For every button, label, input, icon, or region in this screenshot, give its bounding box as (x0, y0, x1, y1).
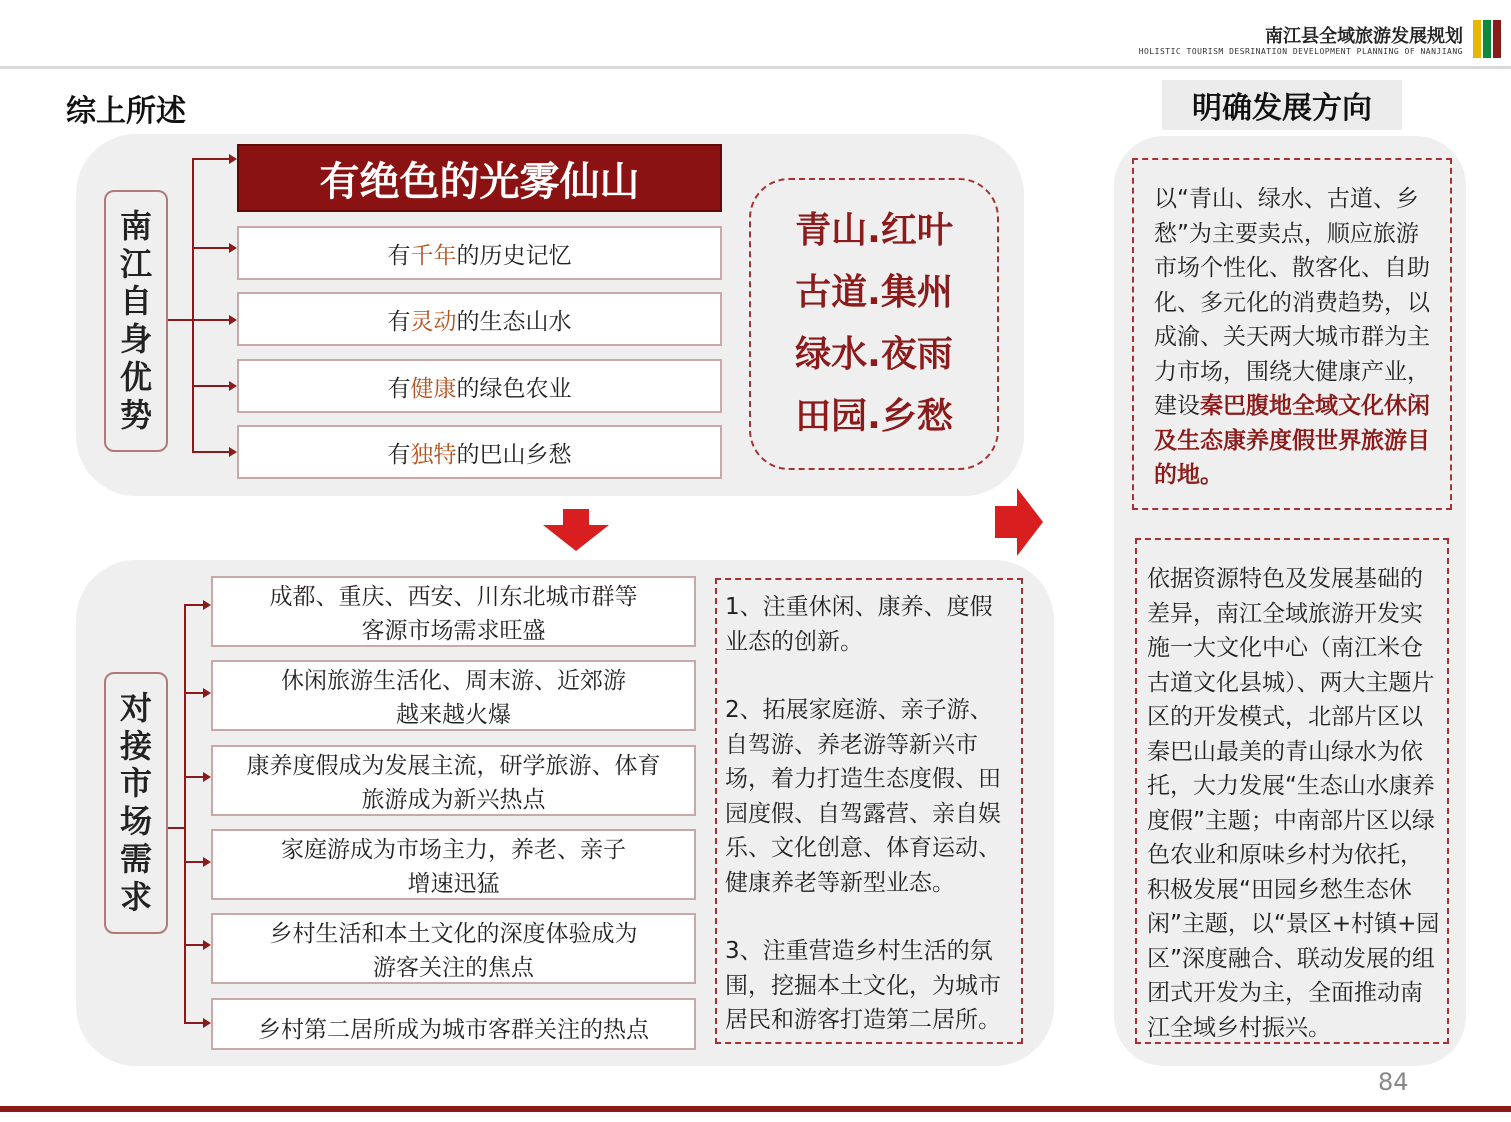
direction-box-layout (1135, 538, 1449, 1044)
advantage-item-pre: 有 (387, 308, 411, 335)
advantage-item-box (237, 425, 722, 479)
arrow-icon (229, 315, 237, 325)
header-bar-green (1483, 20, 1491, 58)
market-item-box (211, 913, 696, 984)
tag-line: 田园.乡愁 (795, 396, 953, 437)
market-item-line: 乡村第二居所成为城市客群关注的热点 (258, 1016, 649, 1043)
market-label-char: 需 (119, 839, 152, 878)
footer-rule (0, 1106, 1511, 1112)
market-item-line: 旅游成为新兴热点 (361, 786, 546, 813)
market-label (104, 672, 168, 934)
advantage-item-box (237, 359, 722, 413)
advantages-connector-stem (168, 319, 193, 321)
advantage-item-box (237, 292, 722, 346)
tag-line: 青山.红叶 (795, 210, 953, 251)
advantage-item-highlight: 健康 (410, 375, 457, 402)
advantages-connector-trunk (192, 158, 194, 452)
advantage-item-highlight: 独特 (410, 441, 457, 468)
right-arrow-icon (995, 488, 1043, 556)
market-label-char: 接 (119, 726, 152, 765)
header-bar-red (1493, 20, 1501, 58)
market-item-line: 成都、重庆、西安、川东北城市群等 (269, 583, 638, 610)
market-connector-branch (184, 861, 204, 863)
direction-box-positioning (1132, 158, 1452, 510)
down-arrow-icon (543, 509, 609, 551)
market-connector-branch (184, 604, 204, 606)
arrow-icon (203, 940, 211, 950)
advantage-item-highlight: 灵动 (410, 308, 457, 335)
market-connector-branch (184, 692, 204, 694)
tag-line: 绿水.夜雨 (795, 334, 953, 375)
market-label-char: 对 (119, 688, 152, 727)
arrow-icon (203, 1018, 211, 1028)
header-rule (0, 66, 1511, 69)
arrow-icon (203, 857, 211, 867)
arrow-icon (229, 381, 237, 391)
advantage-hero-box (237, 144, 722, 212)
arrow-icon (229, 447, 237, 457)
advantages-label-char: 势 (119, 395, 152, 434)
advantage-item-post: 的历史记忆 (456, 242, 572, 269)
advantage-hero-text: 有绝色的光雾仙山 (319, 158, 640, 205)
arrow-icon (229, 243, 237, 253)
market-label-char: 市 (119, 764, 152, 803)
advantage-item-pre: 有 (387, 242, 411, 269)
advantage-item-pre: 有 (387, 441, 411, 468)
advantage-item-post: 的巴山乡愁 (456, 441, 572, 468)
arrow-icon (229, 154, 237, 164)
market-item-box (211, 829, 696, 900)
positioning-highlight: 秦巴腹地全域文化休闲及生态康养度假世界旅游目的地。 (1154, 393, 1430, 488)
market-item-line: 越来越火爆 (396, 701, 511, 728)
advantages-label-char: 江 (119, 244, 152, 283)
tag-line: 古道.集州 (795, 272, 953, 313)
market-item-box (211, 998, 696, 1050)
arrow-icon (203, 772, 211, 782)
market-item-box (211, 576, 696, 647)
market-item-line: 家庭游成为市场主力，养老、亲子 (281, 836, 626, 863)
market-item-line: 休闲旅游生活化、周末游、近郊游 (281, 667, 626, 694)
section-title: 综上所述 (66, 94, 186, 129)
market-label-char: 场 (119, 802, 152, 840)
advantages-label-char: 优 (119, 357, 152, 396)
positioning-text: 以“青山、绿水、古道、乡愁”为主要卖点，顺应旅游市场个性化、散客化、自助化、多元化的消费趋势，以成渝、关天两大城市群为主力市场，围绕大健康产业，建设 (1154, 186, 1430, 419)
arrow-icon (203, 688, 211, 698)
arrow-icon (203, 600, 211, 610)
advantages-label (104, 190, 168, 452)
header-title: 南江县全域旅游发展规划 (1265, 26, 1463, 47)
market-item-box (211, 745, 696, 816)
advantages-connector-branch (192, 451, 230, 453)
market-item-line: 增速迅猛 (407, 870, 500, 897)
market-connector-branch (184, 776, 204, 778)
market-item-line: 乡村生活和本土文化的深度体验成为 (269, 920, 638, 947)
strategy-point: 2、拓展家庭游、亲子游、自驾游、养老游等新兴市场，着力打造生态度假、田园度假、自驾露营、亲自娱乐、文化创意、体育运动、健康养老等新型业态。 (725, 697, 1001, 896)
advantage-item-box (237, 226, 722, 280)
market-strategy-box (715, 578, 1023, 1044)
market-item-line: 游客关注的焦点 (373, 954, 534, 981)
market-connector-branch (184, 944, 204, 946)
header-bar-yellow (1473, 20, 1481, 58)
direction-title: 明确发展方向 (1162, 80, 1402, 130)
advantage-item-pre: 有 (387, 375, 411, 402)
market-item-line: 客源市场需求旺盛 (361, 617, 546, 644)
advantage-item-highlight: 千年 (410, 242, 457, 269)
advantages-connector-branch (192, 158, 230, 160)
advantage-item-post: 的绿色农业 (456, 375, 572, 402)
advantages-label-char: 南 (119, 206, 152, 245)
market-connector-trunk (184, 604, 186, 1024)
advantages-label-char: 身 (119, 320, 152, 358)
header-color-bars (1473, 20, 1501, 58)
market-item-line: 康养度假成为发展主流，研学旅游、体育 (246, 752, 661, 779)
page-number: 84 (1378, 1068, 1409, 1096)
header-subtitle: HOLISTIC TOURISM DESRINATION DEVELOPMENT PLANNING OF NANJIANG (1138, 47, 1463, 56)
selling-points-tags (749, 178, 999, 470)
advantages-connector-branch (192, 385, 230, 387)
advantages-connector-branch (192, 319, 230, 321)
strategy-point: 3、注重营造乡村生活的氛围，挖掘本土文化，为城市居民和游客打造第二居所。 (725, 938, 1001, 1033)
strategy-point: 1、注重休闲、康养、度假业态的创新。 (725, 594, 993, 655)
market-connector-branch (184, 1022, 204, 1024)
advantage-item-post: 的生态山水 (456, 308, 572, 335)
layout-text: 依据资源特色及发展基础的差异，南江全域旅游开发实施一大文化中心（南江米仓古道文化县城）、两大主题片区的开发模式，北部片区以秦巴山最美的青山绿水为依托，大力发展“生态山水康养度假”主题；中南部片区以绿色农业和原味乡村为依托，积极发展“田园乡愁生态休闲”主题，以“景区+村镇+园区”深度融合、联动发展的组团式开发为主，全面推动南江全域乡村振兴。 (1147, 566, 1440, 1041)
market-label-char: 求 (119, 877, 152, 916)
market-item-box (211, 660, 696, 731)
advantages-label-char: 自 (119, 282, 152, 321)
advantages-connector-branch (192, 247, 230, 249)
